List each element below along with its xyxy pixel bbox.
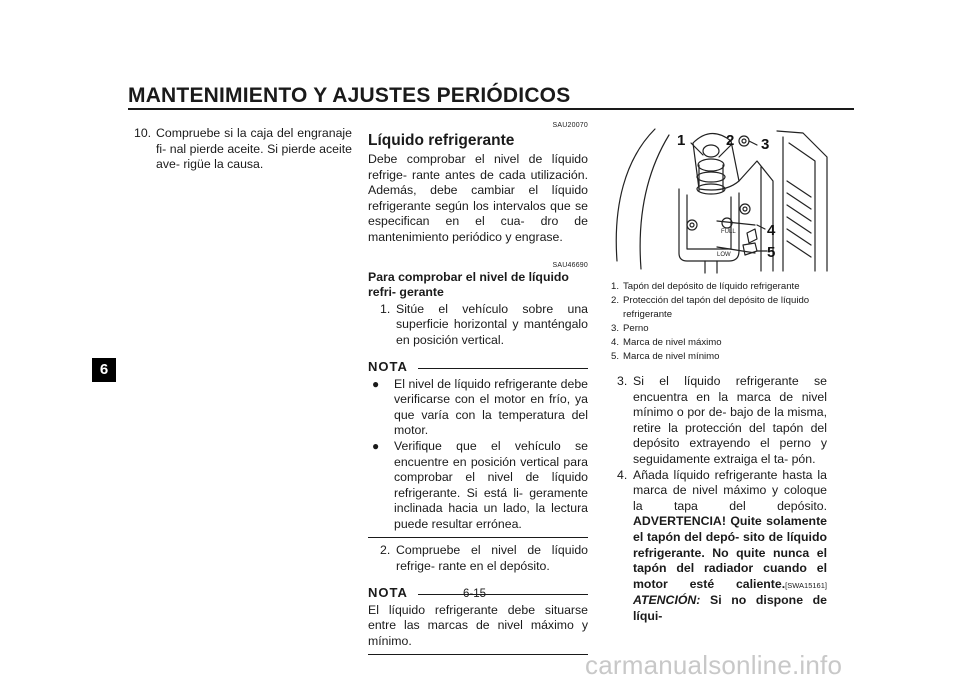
note-end-rule bbox=[368, 537, 588, 538]
step-2 bbox=[368, 543, 588, 574]
callout-1: 1 bbox=[677, 132, 686, 149]
subsection-code: SAU46690 bbox=[552, 261, 588, 269]
attention-label: ATENCIÓN: bbox=[633, 593, 701, 608]
bullet-icon: ● bbox=[372, 376, 380, 391]
note-label: NOTA bbox=[368, 584, 408, 600]
callout-5: 5 bbox=[767, 244, 776, 261]
step-4 bbox=[613, 468, 827, 625]
callout-4: 4 bbox=[767, 222, 776, 239]
caption-item: 4. Marca de nivel máximo bbox=[611, 337, 722, 348]
full-mark-label: FULL bbox=[721, 229, 736, 235]
step-3-number: 3. bbox=[617, 374, 628, 388]
note-end-rule bbox=[368, 654, 588, 655]
step-1-number: 1. bbox=[380, 301, 391, 316]
note-label: NOTA bbox=[368, 358, 408, 374]
note-bullet-text: El nivel de líquido refrigerante debe verificarse con el motor en frío, ya que varía con la temperatura del motor. bbox=[394, 376, 588, 438]
step-4-number: 4. bbox=[617, 467, 628, 482]
step-2-number: 2. bbox=[380, 543, 391, 558]
reservoir-illustration bbox=[607, 121, 833, 276]
item-10-text: Compruebe si la caja del engranaje fi- nal pierde aceite. Si pierde aceite ave- rigüe la causa. bbox=[156, 126, 352, 172]
attention-text: Si no dispone de líqui- bbox=[633, 593, 827, 623]
page-number: 6-15 bbox=[463, 588, 487, 600]
subsection-heading: Para comprobar el nivel de líquido refri- gerante bbox=[368, 269, 569, 300]
caption-item: 2. Protección del tapón del depósito de líquido refrigerante bbox=[611, 295, 810, 320]
watermark-text: carmanualsonline.info bbox=[585, 650, 843, 680]
header-rule bbox=[128, 108, 854, 110]
item-10-number: 10. bbox=[134, 126, 152, 140]
note-rule bbox=[418, 594, 588, 595]
intro-paragraph: Debe comprobar el nivel de líquido refrige- rante antes de cada utilización. Además, debe cambiar el líquido refrigerante según los intervalos que se especifican en el cua- dro de mantenimiento periódico y engrase. bbox=[368, 152, 588, 244]
section-heading: Líquido refrigerante bbox=[368, 132, 515, 149]
note-header bbox=[368, 359, 588, 374]
step-2-text: Compruebe el nivel de líquido refrige- rante en el depósito. bbox=[396, 543, 588, 574]
caption-item: 3. Perno bbox=[611, 323, 649, 334]
note-bullet-text: Verifique que el vehículo se encuentre en posición vertical para comprobar el nivel de líquido refrigerante. Si está li- geramente inclinada hacia un lado, la lectura puede resultar errónea. bbox=[394, 438, 588, 531]
note-bullet bbox=[368, 439, 588, 533]
item-10 bbox=[134, 126, 352, 173]
callout-3: 3 bbox=[761, 136, 770, 153]
column-steps-3-4 bbox=[613, 374, 827, 625]
step-4-text: Añada líquido refrigerante hasta la marca de nivel máximo y coloque la tapa del depósito. bbox=[633, 467, 827, 513]
column-coolant bbox=[368, 122, 588, 655]
note-bullet bbox=[368, 377, 588, 439]
step-3-text: Si el líquido refrigerante se encuentra en la marca de nivel mínimo o por de- bajo de la misma, retire la protección del tapón del depósito extrayendo el perno y seguidamente extraiga el ta- pón. bbox=[633, 374, 827, 466]
page-header-title: MANTENIMIENTO Y AJUSTES PERIÓDICOS bbox=[128, 84, 571, 107]
low-mark-label: LOW bbox=[717, 252, 731, 258]
step-1 bbox=[368, 302, 588, 349]
coolant-reservoir-figure bbox=[607, 121, 833, 276]
callout-2: 2 bbox=[726, 132, 735, 149]
bullet-icon: ● bbox=[372, 438, 380, 453]
chapter-tab[interactable]: 6 bbox=[92, 358, 116, 382]
note-rule bbox=[418, 368, 588, 369]
warning-text: Quite solamente el tapón del depó- sito de líquido refrigerante. No quite nunca el tapón del radiador cuando el motor esté caliente. bbox=[633, 514, 828, 591]
step-1-text: Sitúe el vehículo sobre una superficie horizontal y manténgalo en posición vertical. bbox=[396, 301, 588, 347]
caption-item: 5. Marca de nivel mínimo bbox=[611, 351, 720, 362]
caption-item: 1. Tapón del depósito de líquido refrigerante bbox=[611, 281, 800, 292]
section-code: SAU20070 bbox=[552, 122, 588, 129]
warning-code: [SWA15161] bbox=[785, 580, 827, 590]
step-3 bbox=[613, 374, 827, 468]
warning-label: ADVERTENCIA! bbox=[633, 514, 726, 529]
note-text: El líquido refrigerante debe situarse entre las marcas de nivel máximo y mínimo. bbox=[368, 602, 588, 648]
figure-captions bbox=[611, 280, 831, 364]
